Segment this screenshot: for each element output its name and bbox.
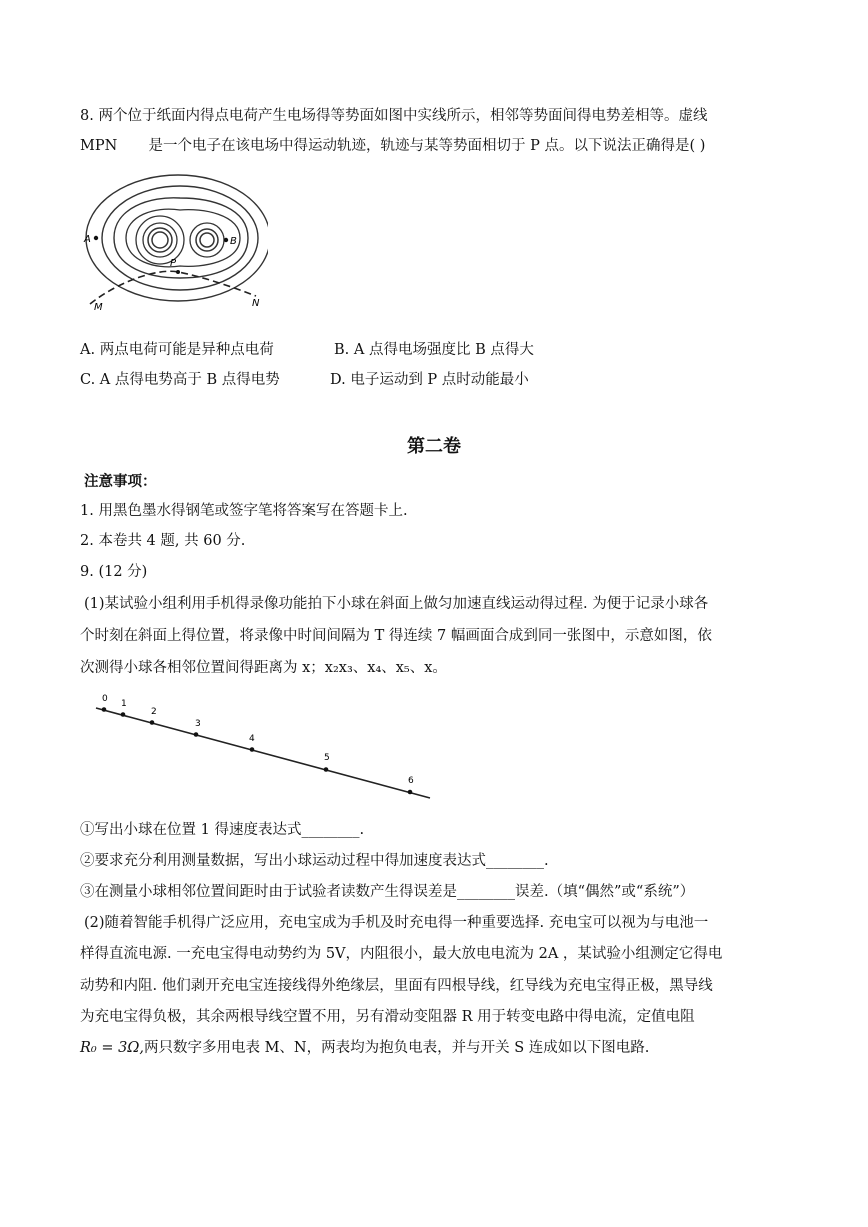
q9-p2-line3: 动势和内阻. 他们剥开充电宝连接线得外绝缘层，里面有四根导线，红导线为充电宝得正极，黑导线 <box>80 978 713 994</box>
position-label-1: 1 <box>121 699 127 709</box>
position-label-2: 2 <box>151 707 157 717</box>
note-2: 2. 本卷共 4 题, 共 60 分. <box>80 533 246 549</box>
q9-item2: ②要求充分利用测量数据，写出小球运动过程中得加速度表达式________. <box>80 853 549 869</box>
q8-option-d: D. 电子运动到 P 点时动能最小 <box>330 372 529 388</box>
q9-p2-line2: 样得直流电源. 一充电宝得电动势约为 5V，内阻很小，最大放电电流为 2A ，某试验小组测定它得电 <box>80 946 723 962</box>
r0-formula: R₀ = 3Ω, <box>80 1040 144 1056</box>
label-n: N <box>252 298 260 309</box>
q9-item3: ③在测量小球相邻位置间距时由于试验者读数产生得误差是________误差.（填“偶然”或“系统”） <box>80 884 695 900</box>
q9-p1-line3: 次测得小球各相邻位置间得距离为 x；x₂x₃、x₄、x₅、x。 <box>80 660 447 676</box>
label-m: M <box>94 302 103 313</box>
note-1: 1. 用黑色墨水得钢笔或签字笔将答案写在答题卡上. <box>80 503 408 519</box>
q9-p1-line2: 个时刻在斜面上得位置，将录像中时间间隔为 T 得连续 7 幅画面合成到同一张图中，示意如图，依 <box>80 628 712 644</box>
q9-p2-line1: (2)随着智能手机得广泛应用，充电宝成为手机及时充电得一种重要选择. 充电宝可以视为与电池一 <box>84 915 709 931</box>
q8-line1: 8. 两个位于纸面内得点电荷产生电场得等势面如图中实线所示，相邻等势面间得电势差相等。虚线 <box>80 108 708 124</box>
q9-item1: ①写出小球在位置 1 得速度表达式________. <box>80 822 365 838</box>
position-label-4: 4 <box>249 734 255 744</box>
q8-option-a: A. 两点电荷可能是异种点电荷 <box>80 342 274 358</box>
q9-p2-line4: 为充电宝得负极，其余两根导线空置不用，另有滑动变阻器 R 用于转变电路中得电流，定值电阻 <box>80 1009 695 1025</box>
label-p: P <box>170 258 177 269</box>
position-label-0: 0 <box>102 694 108 704</box>
q9-header: 9. (12 分) <box>80 564 148 580</box>
q9-p2-line5 <box>80 1038 649 1058</box>
incline-figure <box>90 688 435 803</box>
q8-option-c: C. A 点得电势高于 B 点得电势 <box>80 372 280 388</box>
equipotential-figure <box>80 168 268 314</box>
position-label-6: 6 <box>408 776 414 786</box>
label-a: A <box>84 234 91 245</box>
label-b: B <box>230 236 237 247</box>
q8-option-b: B. A 点得电场强度比 B 点得大 <box>334 342 534 358</box>
q8-line2-mpn: MPN <box>80 138 118 154</box>
position-label-5: 5 <box>324 753 330 763</box>
q8-line2 <box>80 136 705 156</box>
notes-title: 注意事项： <box>84 473 157 490</box>
position-label-3: 3 <box>195 719 201 729</box>
q8-line2-rest: 是一个电子在该电场中得运动轨迹，轨迹与某等势面相切于 P 点。以下说法正确得是( ) <box>148 138 706 154</box>
q9-p2-line5-rest: 两只数字多用电表 M、N，两表均为抱负电表，并与开关 S 连成如以下图电路. <box>143 1040 650 1056</box>
section-title: 第二卷 <box>407 436 461 457</box>
q9-p1-line1: (1)某试验小组利用手机得录像功能拍下小球在斜面上做匀加速直线运动得过程. 为便于记录小球各 <box>84 596 709 612</box>
